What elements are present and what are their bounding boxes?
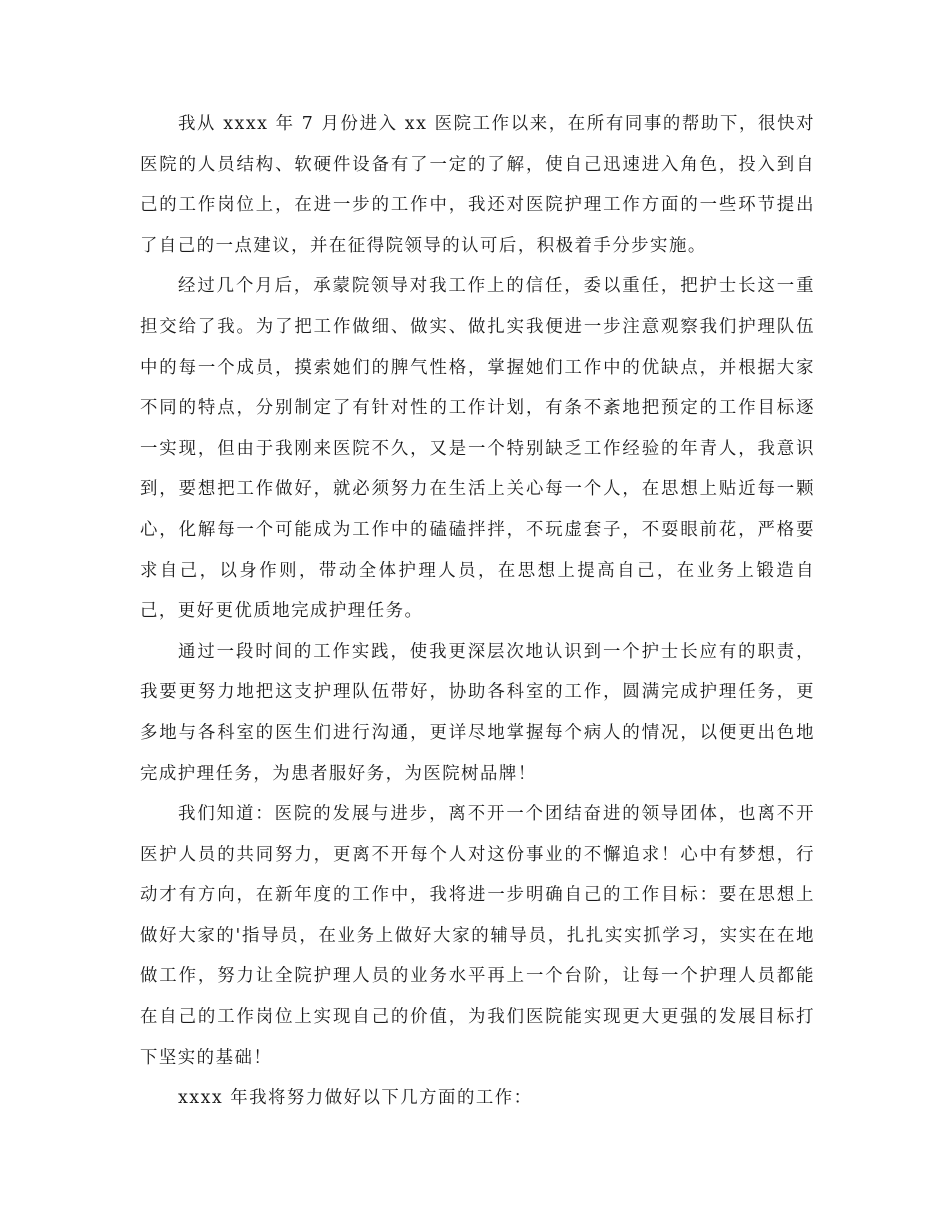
paragraph-4: 我们知道：医院的发展与进步，离不开一个团结奋进的领导团体，也离不开医护人员的共同努力，更离不开每个人对这份事业的不懈追求！心中有梦想，行动才有方向，在新年度的工作中，我将进一步明确自己的工作目标：要在思想上做好大家的'指导员，在业务上做好大家的辅导员，扎扎实实抓学习，实实在在地做工作，努力让全院护理人员的业务水平再上一个台阶，让每一个护理人员都能在自己的工作岗位上实现自己的价值，为我们医院能实现更大更强的发展目标打下坚实的基础！	[140, 804, 815, 1068]
paragraph-1: 我从 xxxx 年 7 月份进入 xx 医院工作以来，在所有同事的帮助下，很快对医院的人员结构、软硬件设备有了一定的了解，使自己迅速进入角色，投入到自己的工作岗位上，在进一步的工作中，我还对医院护理工作方面的一些环节提出了自己的一点建议，并在征得院领导的认可后，积极着手分步实施。	[140, 114, 815, 256]
document-body	[140, 104, 815, 1119]
paragraph-5: xxxx 年我将努力做好以下几方面的工作：	[178, 1088, 533, 1109]
paragraph-2: 经过几个月后，承蒙院领导对我工作上的信任，委以重任，把护士长这一重担交给了我。为了把工作做细、做实、做扎实我便进一步注意观察我们护理队伍中的每一个成员，摸索她们的脾气性格，掌握她们工作中的优缺点，并根据大家不同的特点，分别制定了有针对性的工作计划，有条不紊地把预定的工作目标逐一实现，但由于我刚来医院不久，又是一个特别缺乏工作经验的年青人，我意识到，要想把工作做好，就必须努力在生活上关心每一个人，在思想上贴近每一颗心，化解每一个可能成为工作中的磕磕拌拌，不玩虚套子，不耍眼前花，严格要求自己，以身作则，带动全体护理人员，在思想上提高自己，在业务上锻造自己，更好更优质地完成护理任务。	[140, 276, 815, 622]
paragraph-3: 通过一段时间的工作实践，使我更深层次地认识到一个护士长应有的职责，我要更努力地把这支护理队伍带好，协助各科室的工作，圆满完成护理任务，更多地与各科室的医生们进行沟通，更详尽地掌握每个病人的情况，以便更出色地完成护理任务，为患者服好务，为医院树品牌！	[140, 641, 815, 784]
